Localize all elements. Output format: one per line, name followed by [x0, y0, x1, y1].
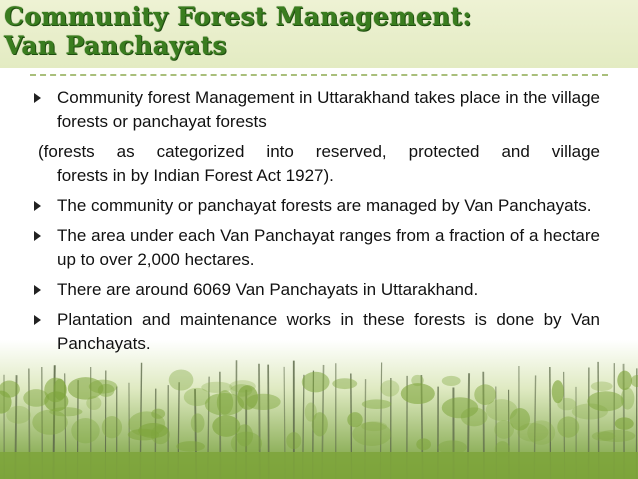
- right-triangle-icon: [34, 93, 41, 103]
- note-line-2: forests in by Indian Forest Act 1927).: [57, 166, 334, 185]
- bullet-text: The community or panchayat forests are managed by Van Panchayats.: [57, 196, 592, 215]
- right-triangle-icon: [34, 231, 41, 241]
- title-line-1: Community Forest Management:: [4, 2, 472, 31]
- bullet-text: The area under each Van Panchayat ranges from a fraction of a hectare up to over 2,000 hectares.: [57, 226, 600, 269]
- note-line-1: (forests as categorized into reserved, protected and village: [38, 142, 600, 161]
- bullet-text: There are around 6069 Van Panchayats in Uttarakhand.: [57, 280, 479, 299]
- bullet-text: Community forest Management in Uttarakhand takes place in the village forests or panchayat forests: [57, 88, 600, 131]
- note-paragraph: [38, 140, 600, 188]
- title-divider: [30, 74, 608, 76]
- right-triangle-icon: [34, 315, 41, 325]
- right-triangle-icon: [34, 201, 41, 211]
- bullet-item: [34, 224, 600, 272]
- right-triangle-icon: [34, 285, 41, 295]
- bullet-text: Plantation and maintenance works in these forests is done by Van Panchayats.: [57, 310, 600, 353]
- slide-title: [4, 2, 472, 60]
- bullet-item: [34, 86, 600, 134]
- bullet-item: [34, 194, 600, 218]
- title-line-2: Van Panchayats: [4, 31, 227, 60]
- slide-body: [34, 86, 600, 362]
- bullet-item: [34, 308, 600, 356]
- title-band: [0, 0, 638, 68]
- bullet-item: [34, 278, 600, 302]
